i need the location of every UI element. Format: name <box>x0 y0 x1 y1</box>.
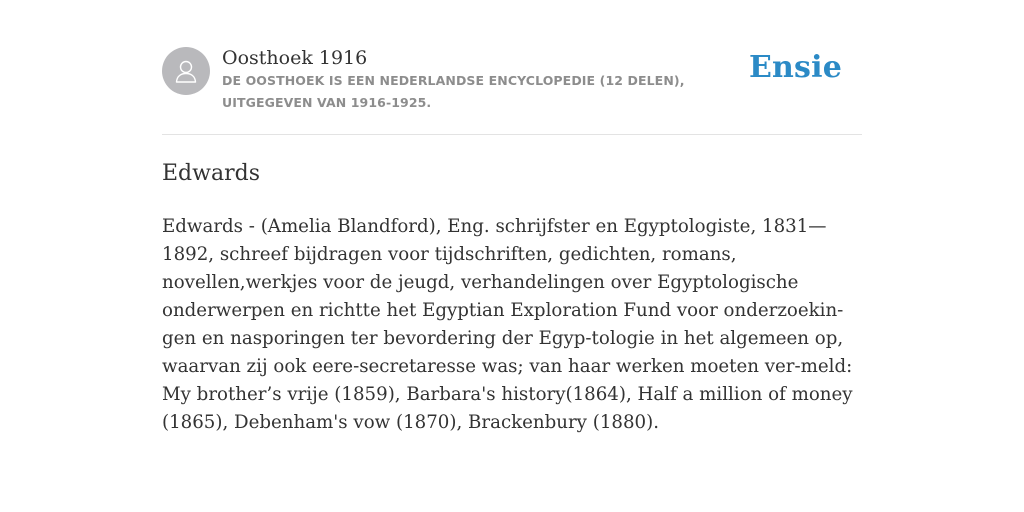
source-description: DE OOSTHOEK IS EEN NEDERLANDSE ENCYCLOPEDIE (12 DELEN), UITGEGEVEN VAN 1916-1925. <box>222 73 685 110</box>
entry-card <box>162 46 862 437</box>
avatar[interactable] <box>162 47 210 95</box>
source-title[interactable]: Oosthoek 1916 <box>222 47 368 69</box>
source-header <box>162 46 862 135</box>
entry-body: Edwards - (Amelia Blandford), Eng. schrijfster en Egyptologiste, 1831—1892, schreef bijdragen voor tijdschriften, gedichten, romans, novellen,werkjes voor de jeugd, verhandelingen over Egyptologische onderwerpen en richtte het Egyptian Exploration Fund voor onderzoekin-gen en nasporingen ter bevordering der Egyp-tologie in het algemeen op, waarvan zij ook eere-secretaresse was; van haar werken moeten ver-meld: My brother’s vrije (1859), Barbara's history(1864), Half a million of money (1865), Debenham's vow (1870), Brackenbury (1880). <box>162 216 853 433</box>
source-info <box>222 46 757 114</box>
user-icon <box>172 57 200 85</box>
brand-logo[interactable]: Ensie <box>748 50 842 85</box>
entry-title: Edwards <box>162 161 260 186</box>
